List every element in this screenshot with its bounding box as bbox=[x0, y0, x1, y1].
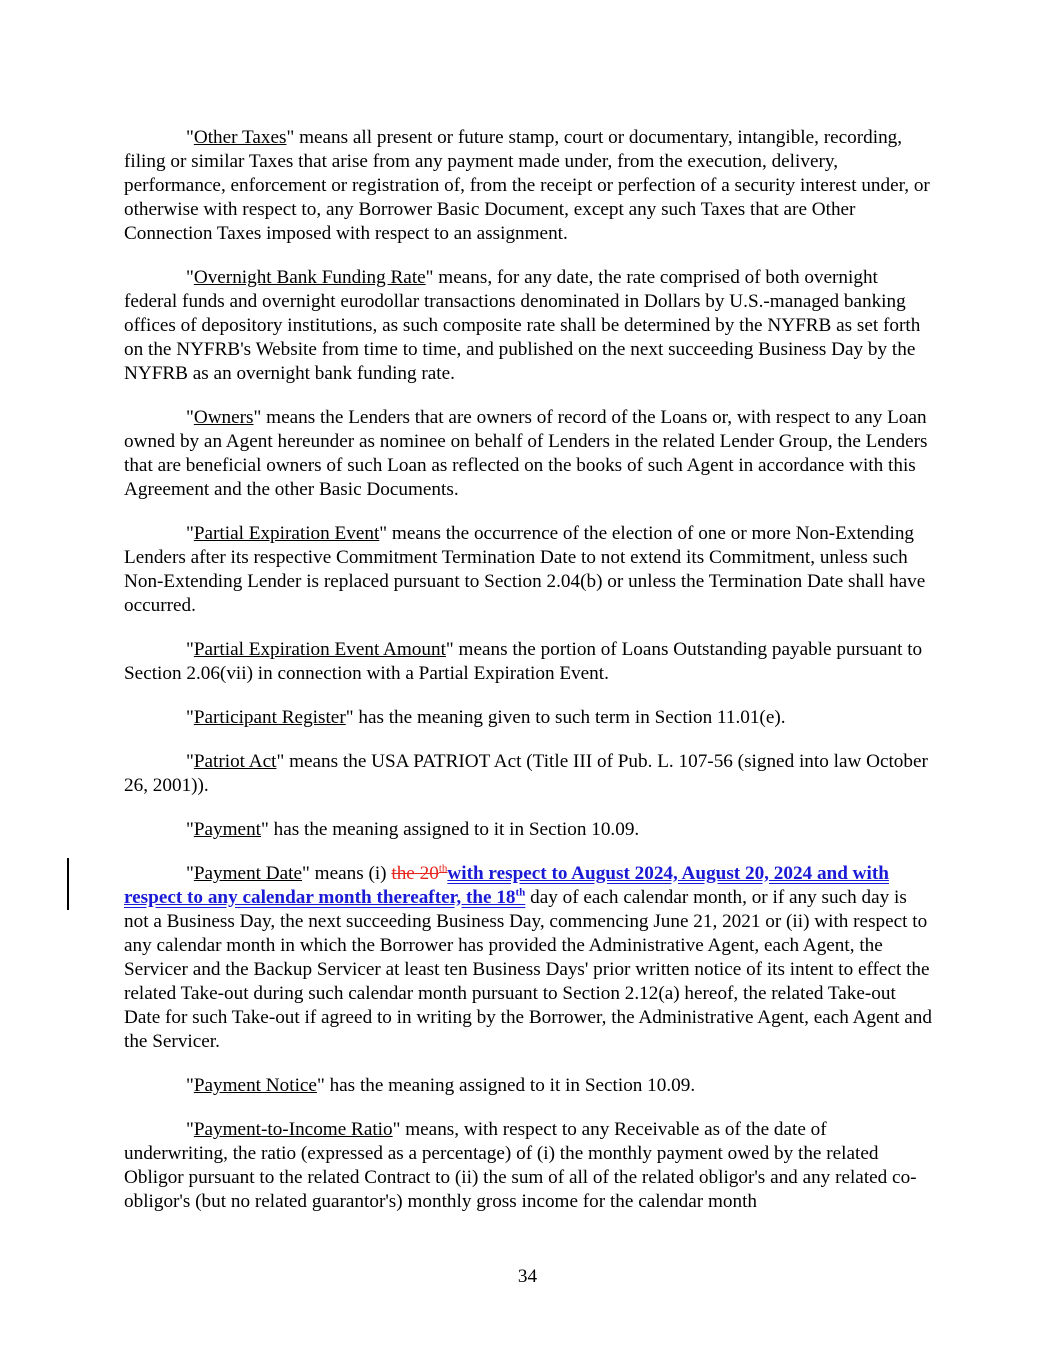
deleted-text bbox=[391, 863, 447, 884]
defined-term: Payment-to-Income Ratio bbox=[193, 1119, 393, 1140]
defined-term: Owners bbox=[193, 407, 254, 428]
defined-term: Payment Notice bbox=[193, 1075, 317, 1096]
definition-text: " means the occurrence of the election of one or more Non-Extending Lenders after its respective Commitment Termination Date to not extend its Commitment, unless such Non-Extending Lender is replaced pursuant to Section 2.04(b) or unless the Termination Date shall have occurred. bbox=[124, 523, 926, 616]
definition-payment: "Payment" has the meaning assigned to it in Section 10.09. bbox=[186, 819, 640, 840]
defined-term: Payment Date bbox=[193, 863, 303, 884]
defined-term: Participant Register bbox=[193, 707, 346, 728]
definition-payment-notice: "Payment Notice" has the meaning assigned to it in Section 10.09. bbox=[186, 1075, 696, 1096]
defined-term: Other Taxes bbox=[193, 127, 287, 148]
defined-term: Overnight Bank Funding Rate bbox=[193, 267, 426, 288]
definition-payment-date: "Payment Date" means (i) the 20thwith respect to August 2024, August 20, 2024 and with respect to any calendar month thereafter, the 18th day of each calendar month, or if any such day is not a Business Day, the next succeeding Business Day, commencing June 21, 2021 or (ii) with respect to any calendar month in which the Borrower has provided the Administrative Agent, each Agent, the Servicer and the Backup Servicer at least ten Business Days' prior written notice of its intent to effect the related Take-out during such calendar month pursuant to Section 2.12(a) hereof, the related Take-out Date for such Take-out if agreed to in writing by the Borrower, the Administrative Agent, each Agent and the Servicer. bbox=[124, 862, 932, 1052]
definition-overnight-bank-funding-rate: "Overnight Bank Funding Rate" means, for any date, the rate comprised of both overnight federal funds and overnight eurodollar transactions denominated in Dollars by U.S.-managed banking offices of depository institutions, as such composite rate shall be determined by the NYFRB as set forth on the NYFRB's Website from time to time, and published on the next succeeding Business Day by the NYFRB as an overnight bank funding rate. bbox=[124, 267, 921, 384]
definition-text: " means all present or future stamp, court or documentary, intangible, recording, filing or similar Taxes that arise from any payment made under, from the execution, delivery, performance, enforcement or registration of, from the receipt or perfection of a security interest under, or otherwise with respect to, any Borrower Basic Document, except any such Taxes that are Other Connection Taxes imposed with respect to an assignment. bbox=[124, 127, 930, 244]
defined-term: Payment bbox=[193, 819, 261, 840]
definition-text: " has the meaning assigned to it in Section 10.09. bbox=[316, 1075, 696, 1096]
revision-change-bar bbox=[67, 858, 69, 910]
defined-term: Partial Expiration Event Amount bbox=[193, 639, 446, 660]
document-page bbox=[124, 126, 934, 1234]
definition-text: " means the portion of Loans Outstanding payable pursuant to Section 2.06(vii) in connection with a Partial Expiration Event. bbox=[124, 639, 923, 684]
page-number: 34 bbox=[517, 1266, 538, 1287]
definition-text: " has the meaning given to such term in Section 11.01(e). bbox=[345, 707, 786, 728]
defined-term: Patriot Act bbox=[193, 751, 277, 772]
definition-other-taxes: "Other Taxes" means all present or future stamp, court or documentary, intangible, recording, filing or similar Taxes that arise from any payment made under, from the execution, delivery, performance, enforcement or registration of, from the receipt or perfection of a security interest under, or otherwise with respect to, any Borrower Basic Document, except any such Taxes that are Other Connection Taxes imposed with respect to an assignment. bbox=[124, 127, 930, 244]
inserted-text-sup: th bbox=[515, 886, 526, 899]
definition-payment-to-income-ratio: "Payment-to-Income Ratio" means, with respect to any Receivable as of the date of underwriting, the ratio (expressed as a percentage) of (i) the monthly payment owed by the related Obligor pursuant to the related Contract to (ii) the sum of all of the related obligor's and any related co-obligor's (but no related guarantor's) monthly gross income for the calendar month bbox=[124, 1119, 917, 1212]
definition-text: " means the Lenders that are owners of record of the Loans or, with respect to any Loan owned by an Agent hereunder as nominee on behalf of Lenders in the related Lender Group, the Lenders that are beneficial owners of such Loan as reflected on the books of such Agent in accordance with this Agreement and the other Basic Documents. bbox=[124, 407, 928, 500]
defined-term: Partial Expiration Event bbox=[193, 523, 380, 544]
definition-owners: "Owners" means the Lenders that are owners of record of the Loans or, with respect to any Loan owned by an Agent hereunder as nominee on behalf of Lenders in the related Lender Group, the Lenders that are beneficial owners of such Loan as reflected on the books of such Agent in accordance with this Agreement and the other Basic Documents. bbox=[124, 407, 928, 500]
inserted-text-main: with respect to August 2024, August 20, 2024 and with respect to any calendar month thereafter, the 18 bbox=[124, 863, 889, 908]
definition-text: " means, for any date, the rate comprised of both overnight federal funds and overnight eurodollar transactions denominated in Dollars by U.S.-managed banking offices of depository institutions, as such composite rate shall be determined by the NYFRB as set forth on the NYFRB's Website from time to time, and published on the next succeeding Business Day by the NYFRB as an overnight bank funding rate. bbox=[124, 267, 921, 384]
definition-text-suffix: day of each calendar month, or if any such day is not a Business Day, the next succeeding Business Day, commencing June 21, 2021 or (ii) with respect to any calendar month in which the Borrower has provided the Administrative Agent, each Agent, the Servicer and the Backup Servicer at least ten Business Days' prior written notice of its intent to effect the related Take-out during such calendar month pursuant to Section 2.12(a) hereof, the related Take-out Date for such Take-out if agreed to in writing by the Borrower, the Administrative Agent, each Agent and the Servicer. bbox=[124, 887, 932, 1052]
deleted-text-main: the 20 bbox=[391, 863, 439, 884]
definition-text: " means the USA PATRIOT Act (Title III of Pub. L. 107-56 (signed into law October 26, 2001)). bbox=[124, 751, 928, 796]
definition-partial-expiration-event-amount: "Partial Expiration Event Amount" means the portion of Loans Outstanding payable pursuant to Section 2.06(vii) in connection with a Partial Expiration Event. bbox=[124, 639, 923, 684]
definition-patriot-act: "Patriot Act" means the USA PATRIOT Act (Title III of Pub. L. 107-56 (signed into law October 26, 2001)). bbox=[124, 751, 928, 796]
definition-partial-expiration-event: "Partial Expiration Event" means the occurrence of the election of one or more Non-Extending Lenders after its respective Commitment Termination Date to not extend its Commitment, unless such Non-Extending Lender is replaced pursuant to Section 2.04(b) or unless the Termination Date shall have occurred. bbox=[124, 523, 926, 616]
definition-participant-register: "Participant Register" has the meaning given to such term in Section 11.01(e). bbox=[186, 707, 786, 728]
definition-text: " has the meaning assigned to it in Section 10.09. bbox=[261, 819, 640, 840]
definition-text: " means, with respect to any Receivable as of the date of underwriting, the ratio (expressed as a percentage) of (i) the monthly payment owed by the related Obligor pursuant to the related Contract to (ii) the sum of all of the related obligor's and any related co-obligor's (but no related guarantor's) monthly gross income for the calendar month bbox=[124, 1119, 917, 1212]
definition-text-prefix: " means (i) bbox=[302, 863, 392, 884]
deleted-text-sup: th bbox=[438, 862, 448, 875]
